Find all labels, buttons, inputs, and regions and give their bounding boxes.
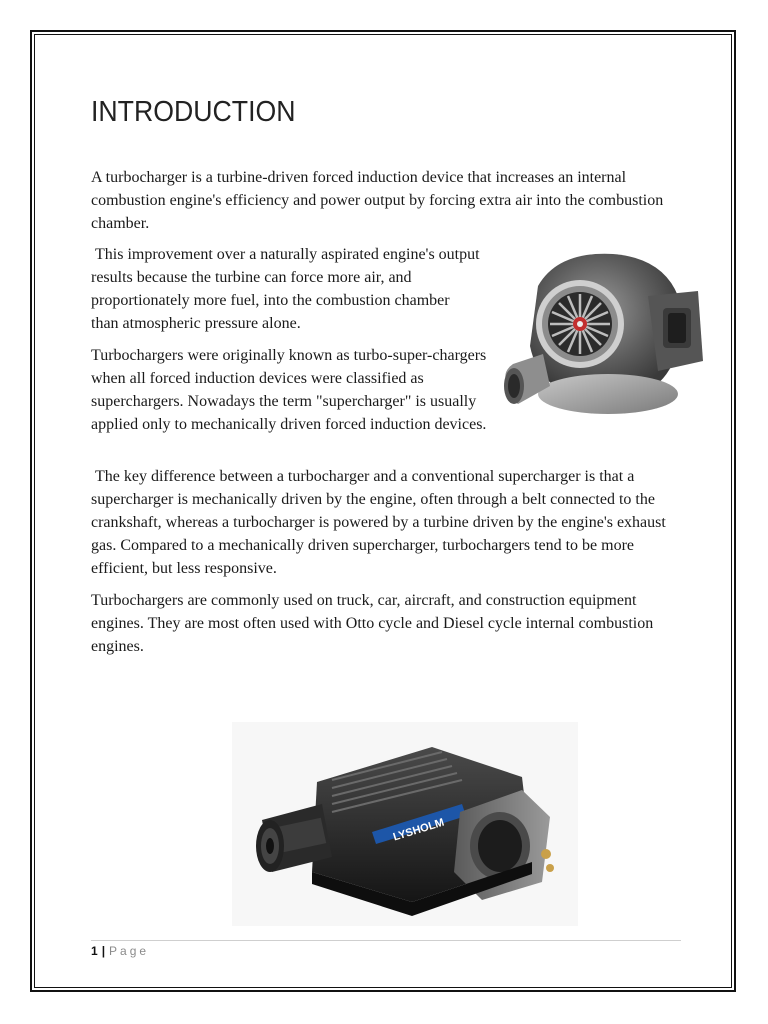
page-number: 1 [91,944,98,958]
page-heading: INTRODUCTION [91,96,296,128]
supercharger-photo-icon [232,722,578,926]
paragraph-1: A turbocharger is a turbine-driven forced induction device that increases an internal combustion engine's efficiency and power output by forcing extra air into the combustion chamber. [91,169,664,232]
paragraph-2: This improvement over a naturally aspirated engine's output results because the turbine can force more air, and proportionately more fuel, into the combustion chamber than atmospheric pressure alone. [91,246,480,332]
paragraph-3: Turbochargers were originally known as turbo-super-chargers when all forced induction devices were classified as superchargers. Nowadays the term "supercharger" is usually applied only to mechanically driven forced induction devices. [91,347,487,433]
paragraph-4: The key difference between a turbocharger and a conventional supercharger is that a supercharger is mechanically driven by the engine, often through a belt connected to the crankshaft, whereas a turbocharger is powered by a turbine driven by the engine's exhaust gas. Compared to a mechanically driven supercharger, turbochargers tend to be more efficient, but less responsive. [91,468,666,577]
page-footer [91,944,149,958]
footer-separator: | [101,944,106,958]
footer-rule [91,940,681,941]
supercharger-brand-text: LYSHOLM [391,816,446,844]
turbocharger-photo-icon [498,246,706,424]
page-label: Page [109,944,150,958]
paragraph-5: Turbochargers are commonly used on truck, car, aircraft, and construction equipment engines. They are most often used with Otto cycle and Diesel cycle internal combustion engines. [91,592,654,655]
